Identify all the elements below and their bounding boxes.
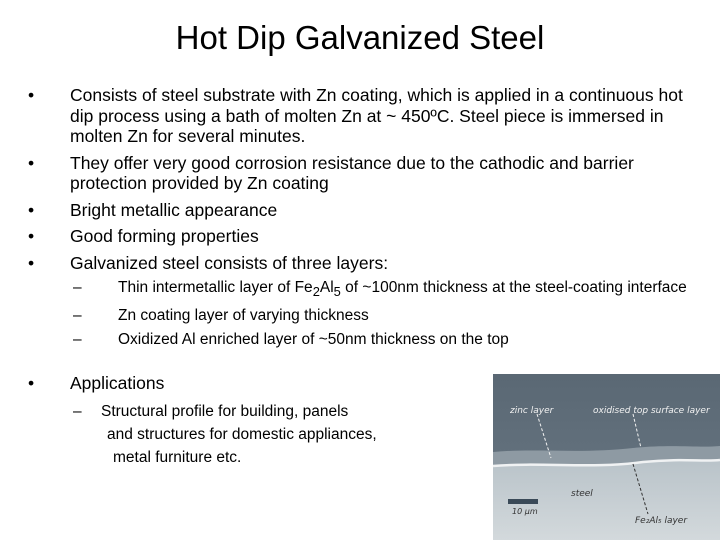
bullet-item: [28, 373, 488, 394]
bullet-dot: •: [28, 252, 35, 273]
subscript: 5: [333, 284, 341, 300]
steel-label: steel: [571, 489, 593, 499]
sub-bullet-text: [118, 279, 687, 300]
micrograph-svg: [493, 374, 720, 540]
bullet-dot: •: [28, 152, 35, 173]
text-part: Al: [319, 279, 334, 296]
bullet-text: Bright metallic appearance: [70, 199, 278, 220]
sub-bullet-text: Oxidized Al enriched layer of ~50nm thickness on the top: [118, 331, 509, 349]
micrograph-image: [493, 374, 720, 540]
scale-bar: [508, 499, 538, 504]
sub-bullet-text-line: and structures for domestic appliances,: [107, 426, 377, 443]
dash-marker: –: [73, 331, 82, 349]
text-part: Thin intermetallic layer of Fe: [118, 279, 313, 296]
sub-bullet-text: Zn coating layer of varying thickness: [118, 307, 369, 325]
bullet-item: [28, 153, 708, 194]
bullet-dot: •: [28, 199, 35, 220]
fe2al5-layer-label: Fe₂Al₅ layer: [635, 516, 688, 526]
applications-section: [28, 373, 488, 466]
bullet-item: [28, 85, 708, 147]
dash-marker: –: [73, 403, 82, 420]
bullet-list: [28, 85, 708, 355]
slide-title: Hot Dip Galvanized Steel: [175, 19, 545, 56]
bullet-item: [28, 253, 708, 274]
bullet-dot: •: [28, 85, 35, 105]
sub-bullet-item: [73, 279, 708, 301]
bullet-text: Consists of steel substrate with Zn coating, which is applied in a continuous hot dip process using a bath of molten Zn at ~ 450ºC. Steel piece is immersed in molten Zn for several minutes.: [70, 85, 683, 146]
text-part: of ~100nm thickness at the steel-coating interface: [340, 279, 687, 296]
sub-bullet-item: [73, 400, 377, 469]
oxide-layer-label: oxidised top surface layer: [593, 406, 710, 416]
bullet-text: Galvanized steel consists of three layers:: [70, 252, 389, 273]
sub-bullet-item: [73, 331, 708, 349]
bullet-item: [28, 226, 708, 247]
bullet-text: Applications: [70, 373, 165, 393]
subscript: 2: [312, 284, 320, 300]
bullet-dot: •: [28, 226, 35, 246]
bullet-dot: •: [28, 373, 35, 393]
zinc-layer-label: zinc layer: [510, 406, 554, 416]
dash-marker: –: [73, 279, 82, 296]
sub-bullet-text-line: metal furniture etc.: [113, 449, 242, 466]
scale-label: 10 μm: [512, 507, 538, 516]
dash-marker: –: [73, 307, 82, 325]
bullet-item: [28, 200, 708, 221]
sub-bullet-item: [73, 307, 708, 325]
bullet-text: They offer very good corrosion resistance due to the cathodic and barrier protection provided by Zn coating: [70, 152, 634, 193]
sub-bullet-text-line: Structural profile for building, panels: [101, 403, 349, 420]
bullet-text: Good forming properties: [70, 226, 259, 246]
